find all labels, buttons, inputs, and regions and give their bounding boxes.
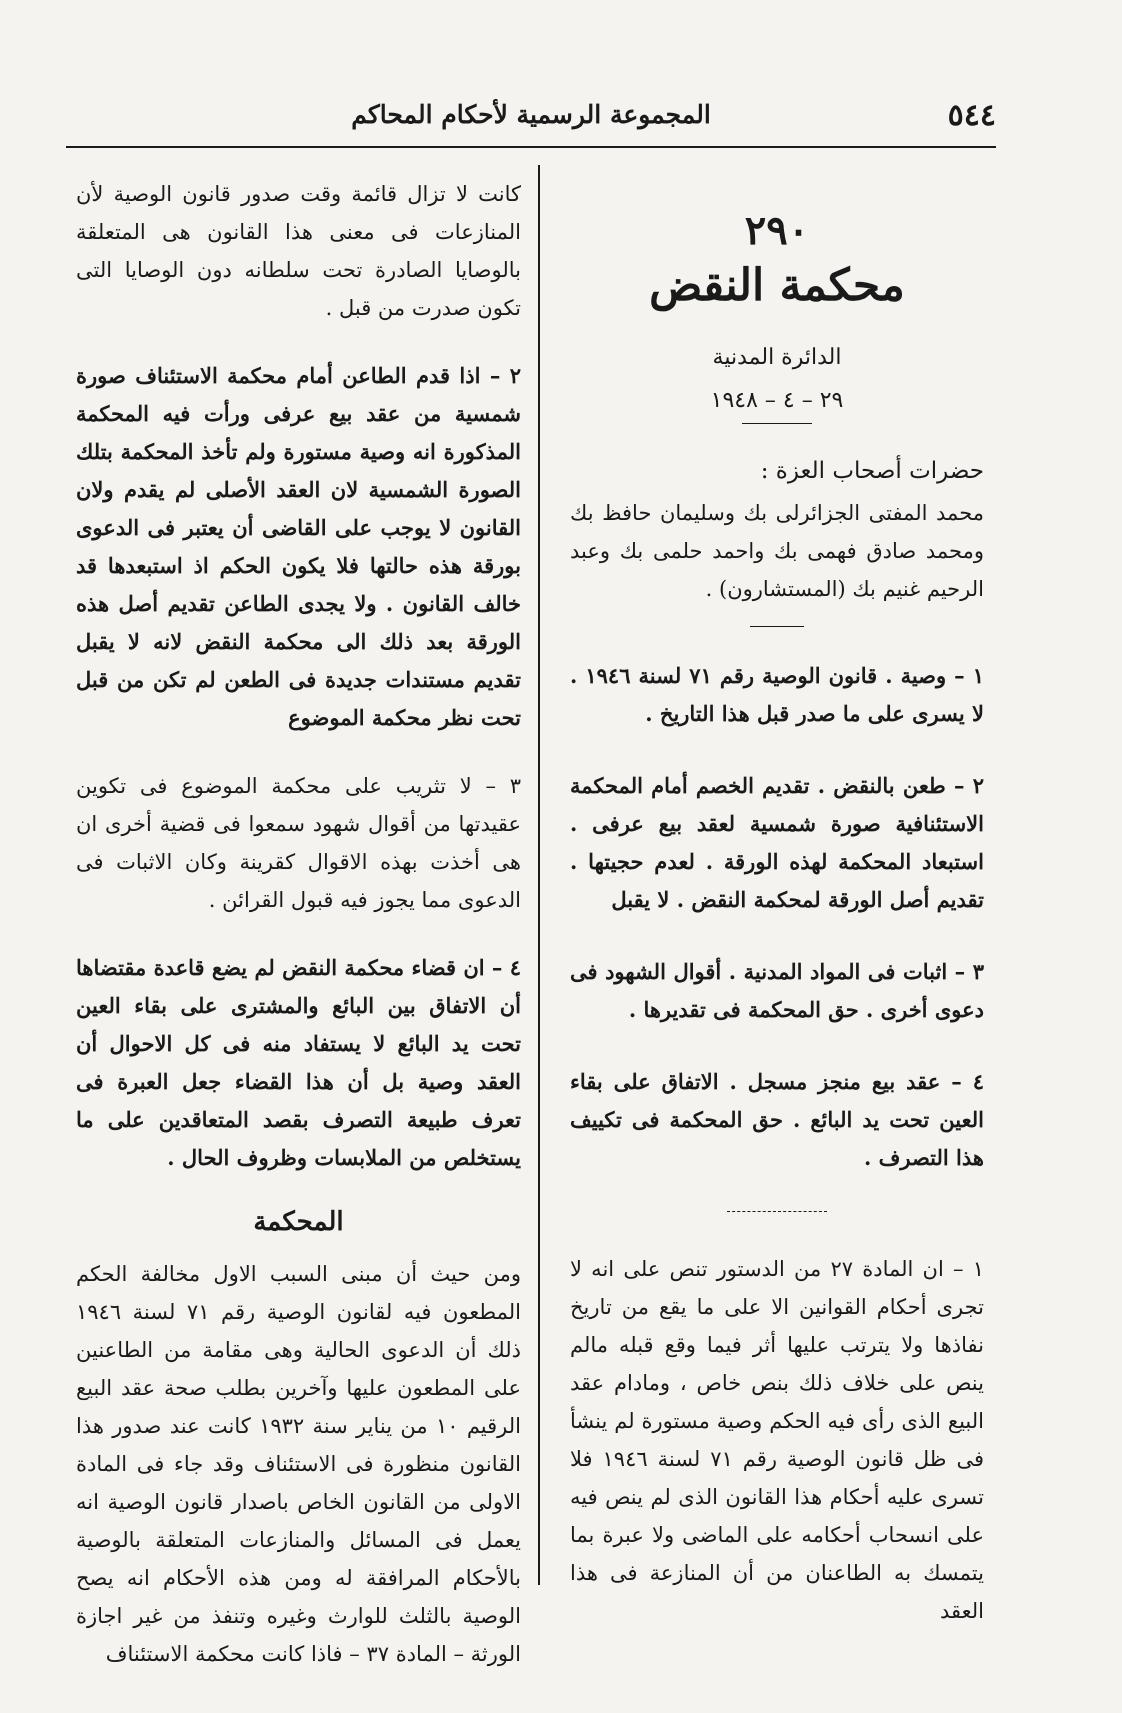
circuit-name: الدائرة المدنية	[712, 345, 842, 370]
judges-label: حضرات أصحاب العزة :	[760, 458, 984, 484]
summary-item: ١ – وصية . قانون الوصية رقم ٧١ لسنة ١٩٤٦ . لا يسرى على ما صدر قبل هذا التاريخ .	[570, 663, 984, 726]
header-rule	[66, 146, 996, 148]
case-number: ٢٩٠	[744, 207, 810, 254]
page-header	[66, 98, 996, 142]
left-column	[76, 175, 521, 1703]
running-title: المجموعة الرسمية لأحكام المحاكم	[351, 100, 711, 129]
page-number: ٥٤٤	[947, 98, 996, 133]
separator	[750, 626, 804, 627]
summary-item: ٤ – عقد بيع منجز مسجل . الاتفاق على بقاء العين تحت يد البائع . حق المحكمة فى تكييف هذا التصرف .	[570, 1069, 984, 1170]
principle-paragraph: ٢ – اذا قدم الطاعن أمام محكمة الاستئناف صورة شمسية من عقد بيع عرفى ورأت فيه المحكمة المذكورة انه وصية مستورة ولم تأخذ المحكمة بتلك الصورة الشمسية لان العقد الأصلى لم يقدم ولان القانون لا يوجب على القاضى أن يعتبر فى الدعوى بورقة هذه حالتها فلا يكون الحكم اذ استبعدها قد خالف القانون . ولا يجدى الطاعن تقديم أصل هذه الورقة بعد ذلك الى محكمة النقض لانه لا يقبل تقديم مستندات جديدة فى الطعن لم تكن من قبل تحت نظر محكمة الموضوع	[76, 363, 521, 730]
judgment-date: ٢٩ – ٤ – ١٩٤٨	[710, 388, 844, 413]
principle-paragraph: ٤ – ان قضاء محكمة النقض لم يضع قاعدة مقتضاها أن الاتفاق بين البائع والمشترى على بقاء العين تحت يد البائع لا يستفاد منه فى كل الاحوال أن العقد وصية بل أن هذا القضاء جعل العبرة فى تعرف طبيعة التصرف بقصد المتعاقدين على ما يستخلص من الملابسات وظروف الحال .	[76, 955, 521, 1170]
judges-list: محمد المفتى الجزائرلى بك وسليمان حافظ بك ومحمد صادق فهمى بك واحمد حلمى بك وعبد الرحيم غنيم بك (المستشارون) .	[570, 501, 984, 601]
court-name: محكمة النقض	[649, 260, 905, 311]
principle-paragraph: ١ – ان المادة ٢٧ من الدستور تنص على انه لا تجرى أحكام القوانين الا على ما يقع من تاريخ نفاذها ولا يترتب عليها أثر فيما وقع قبله مالم ينص على خلاف ذلك بنص خاص ، ومادام عقد البيع الذى رأى فيه الحكم وصية مستورة لم ينشأ فى ظل قانون الوصية رقم ٧١ لسنة ١٩٤٦ فلا تسرى عليه أحكام هذا القانون الذى لم ينص فيه على انسحاب أحكامه على الماضى ولا عبرة بما يتمسك به الطاعنان من أن المنازعة فى هذا العقد	[570, 1257, 984, 1623]
column-divider	[538, 165, 540, 1585]
summary-item: ٢ – طعن بالنقض . تقديم الخصم أمام المحكمة الاستئنافية صورة شمسية لعقد بيع عرفى . استبعاد المحكمة لهذه الورقة . لعدم حجيتها . تقديم أصل الورقة لمحكمة النقض . لا يقبل	[570, 773, 984, 912]
body-paragraph: ومن حيث أن مبنى السبب الاول مخالفة الحكم المطعون فيه لقانون الوصية رقم ٧١ لسنة ١٩٤٦ ذلك أن الدعوى الحالية وهى مقامة من الطاعنين على المطعون عليها وآخرين بطلب صحة عقد البيع الرقيم ١٠ من يناير سنة ١٩٣٢ كانت عند صدور هذا القانون منظورة فى الاستئناف وقد جاء فى المادة الاولى من القانون الخاص باصدار قانون الوصية انه يعمل فى المسائل والمنازعات المتعلقة بالوصية بالأحكام المرافقة له ومن هذه الأحكام انه يصح الوصية بالثلث للوارث وغيره وتنفذ من غير اجازة الورثة – المادة ٣٧ – فاذا كانت محكمة الاستئناف	[76, 1262, 521, 1666]
summary-item: ٣ – اثبات فى المواد المدنية . أقوال الشهود فى دعوى أخرى . حق المحكمة فى تقديرها .	[570, 959, 984, 1022]
separator	[742, 423, 812, 424]
right-column	[570, 175, 984, 1630]
separator	[727, 1211, 827, 1212]
body-paragraph: كانت لا تزال قائمة وقت صدور قانون الوصية لأن المنازعات فى معنى هذا القانون هى المتعلقة بالوصايا الصادرة تحت سلطانه دون الوصايا التى تكون صدرت من قبل .	[76, 182, 521, 320]
section-heading: المحكمة	[253, 1207, 344, 1237]
principle-paragraph: ٣ – لا تثريب على محكمة الموضوع فى تكوين عقيدتها من أقوال شهود سمعوا فى قضية أخرى ان هى أخذت بهذه الاقوال كقرينة وكان الاثبات فى الدعوى مما يجوز فيه قبول القرائن .	[76, 774, 521, 912]
